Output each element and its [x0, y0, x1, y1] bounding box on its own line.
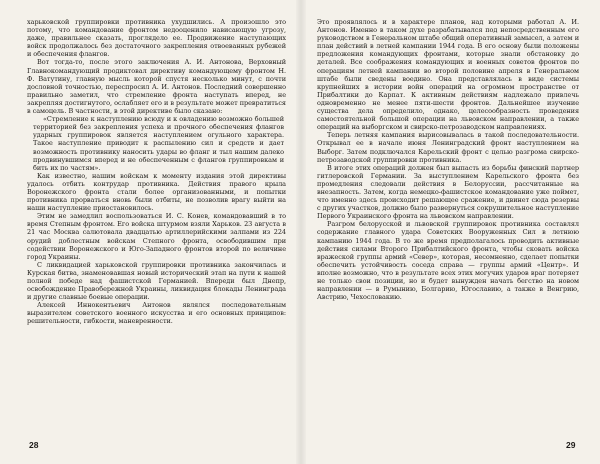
- paragraph: В итоге этих операций должен был выпасть из борьбы финский партнер гитлеровской Германии. За выступлением Карельского фронта без промедления следовали действия в Белоруссии, рассчитанные на внезапность. Затем, когда немецко-фашистское командование уже поймет, что именно здесь происходит решающее сражение, и двинет сюда резервы с других участков, должно было развернуться сокрушительное наступление Первого Украинского фронта на львовском направлении.: [317, 163, 579, 221]
- paragraph: Этим не замедлил воспользоваться И. С. Конев, командовавший в то время Степным фронтом. Его войска штурмом взяли Харьков. 23 августа в 21 час Москва салютовала двадцатью артиллерийскими залпами из 224 орудий доблестным войскам Степного фронта, освободившим при содействии Воронежского и Юго-Западного фронтов второй по величине город Украины.: [27, 212, 286, 261]
- paragraph: Алексей Иннокентьевич Антонов являлся последовательным выразителем советского военного искусства и его основных принципов: решительности, гибкости, маневренности.: [27, 301, 286, 326]
- paragraph: Как известно, нашим войскам к моменту издания этой директивы удалось отбить контрудар противника. Действия правого крыла Воронежского фронта стали более организованными, и попытки противника прорваться вновь были отбиты, не позволив врагу выйти на наши наступление приостановилось.: [27, 171, 286, 213]
- paragraph: Это проявлялось и в характере планов, над которыми работал А. И. Антонов. Именно в таком духе разрабатывался под непосредственным его руководством в Генеральном штабе общий оперативный замысел, а затем и план действий в летней кампании 1944 года. В его основу были положены предложения командующих фронтами, которые знали обстановку до деталей. Все соображения командующих и военных советов фронтов по операциям летней кампании во второй половине апреля в Генеральном штабе были сведены воедино. Она представлялась в виде системы крупнейших в истории войн операций на огромном пространстве от Прибалтики до Карпат. К активным действиям надлежало привлечь одновременно не менее пяти-шести фронтов. Дальнейшее изучение существа дела определило, однако, целесообразность проведения самостоятельной большой операции на львовском направлении, а также операций на выборгском и свирско-петрозаводском направлениях.: [317, 18, 579, 132]
- right-page: [317, 18, 579, 458]
- paragraph: Теперь летняя кампания вырисовывалась в такой последовательности. Открывал ее в начале июня Ленинградский фронт наступлением на Выборг. Затем подключался Карельский фронт с целью разгрома свирско-петрозаводской группировки противника.: [317, 131, 579, 164]
- left-page: [27, 18, 286, 458]
- paragraph: С ликвидацией харьковской группировки противника закончилась и Курская битва, знаменовавшая новый исторический этап на пути к нашей полной победе над фашистской Германией. Впереди был Днепр, освобождение Правобережной Украины, ликвидация блокады Ленинграда и другие славные боевые операции.: [27, 260, 286, 302]
- paragraph: харьковской группировки противника ухудшились. А произошло это потому, что командование фронтом недооценило нависающую угрозу, даже, правильнее сказать, проглядело ее. Продвижение наступающих войск продолжалось без достаточного закрепления отвоеванных рубежей и обеспечения флангов.: [27, 18, 286, 59]
- paragraph: Вот тогда-то, после этого заключения А. И. Антонова, Верховный Главнокомандующий продиктовал директиву командующему фронтом Н. Ф. Ватутину, главную мысль которой спустя несколько минут, с почти дословной точностью, переспросил А. И. Антонов. Последний совершенно правильно заметил, что стремление фронта наступать вперед, не закрепляя достигнутого, ослабляет его и в результате может превратиться в самоцель. В частности, в этой директиве было сказано:: [27, 58, 286, 116]
- directive-quote: «Стремление к наступлению всюду и к овладению возможно большей территорией без закрепления успеха и прочного обеспечения флангов ударных группировок является наступлением огульного характера. Такое наступление приводит к распылению сил и средств и дает возможность противнику наносить удары во фланг и тыл нашим далеко продвинувшимся вперед и не обеспеченным с флангов группировкам и бить их по частям».: [33, 115, 284, 172]
- page-number-left: 28: [29, 440, 39, 450]
- page-number-right: 29: [566, 440, 576, 450]
- book-gutter: [296, 0, 306, 464]
- paragraph: Разгром белорусской и львовской группировок противника составлял содержание главного удара Советских Вооруженных Сил в летнюю кампанию 1944 года. В то же время предполагалось проводить активные действия силами Второго Прибалтийского фронта, чтобы сковать войска вражеской группы армий «Север», которая, несомненно, сделает попытки обеспечить устойчивость соседа справа — группы армий «Центр». И вполне возможно, что в результате всех этих могучих ударов враг потеряет не только свои позиции, но и будет вынужден начать бегство на новом направлении — в Румынию, Болгарию, Югославию, а также в Венгрию, Австрию, Чехословакию.: [317, 220, 579, 302]
